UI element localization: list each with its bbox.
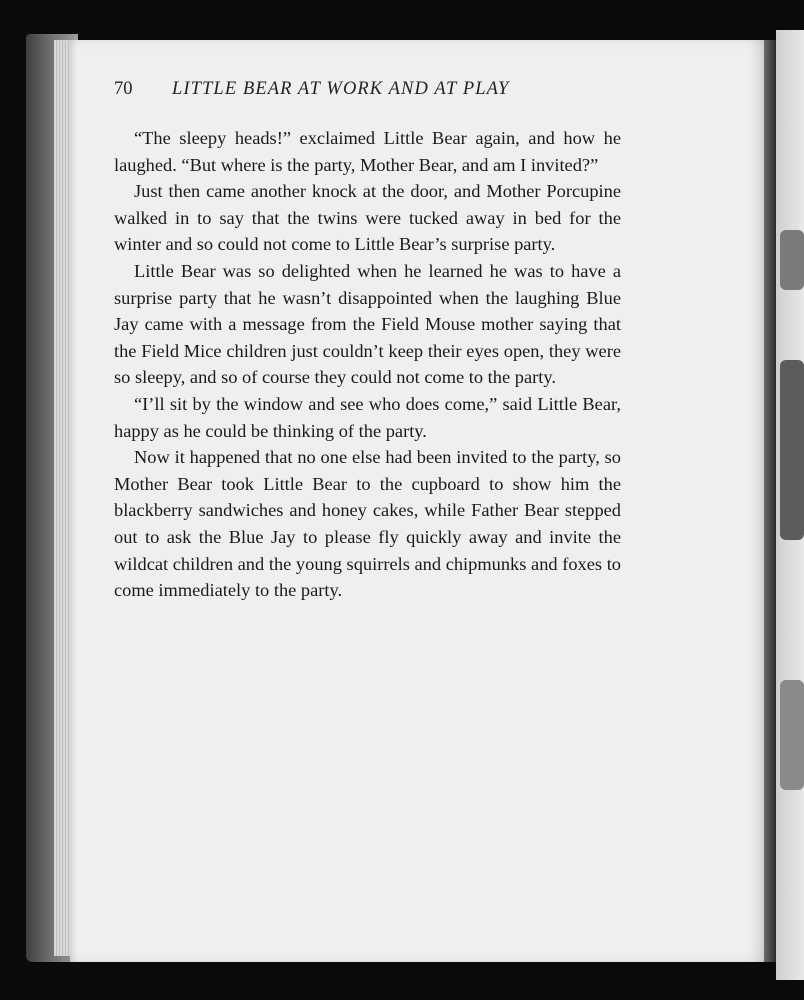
- illustration-fragment: [780, 680, 804, 790]
- paragraph: Now it happened that no one else had been invited to the party, so Mother Bear took Little Bear to the cupboard to show him the blackberry sandwiches and honey cakes, while Father Bear stepped out to ask the Blue Jay to please fly quickly away and invite the wildcat children and the young squirrels and chipmunks and foxes to come immediately to the party.: [114, 447, 621, 601]
- illustration-fragment: [780, 230, 804, 290]
- page-number: 70: [114, 79, 133, 99]
- illustration-fragment: [780, 360, 804, 540]
- paragraph: “The sleepy heads!” exclaimed Little Bear again, and how he laughed. “But where is the party, Mother Bear, and am I invited?”: [114, 128, 621, 175]
- running-title: LITTLE BEAR AT WORK AND AT PLAY: [172, 79, 510, 99]
- page-header: [114, 79, 654, 105]
- body-text: [114, 125, 621, 604]
- next-page-edge: [776, 30, 804, 980]
- paragraph: Just then came another knock at the door, and Mother Porcupine walked in to say that the twins were tucked away in bed for the winter and so could not come to Little Bear’s surprise party.: [114, 181, 621, 255]
- paragraph: Little Bear was so delighted when he learned he was to have a surprise party that he wasn’t disappointed when the laughing Blue Jay came with a message from the Field Mouse mother saying that the Field Mice children just couldn’t keep their eyes open, they were so sleepy, and so of course they could not come to the party.: [114, 260, 621, 388]
- paragraph: “I’ll sit by the window and see who does come,” said Little Bear, happy as he could be thinking of the party.: [114, 393, 621, 441]
